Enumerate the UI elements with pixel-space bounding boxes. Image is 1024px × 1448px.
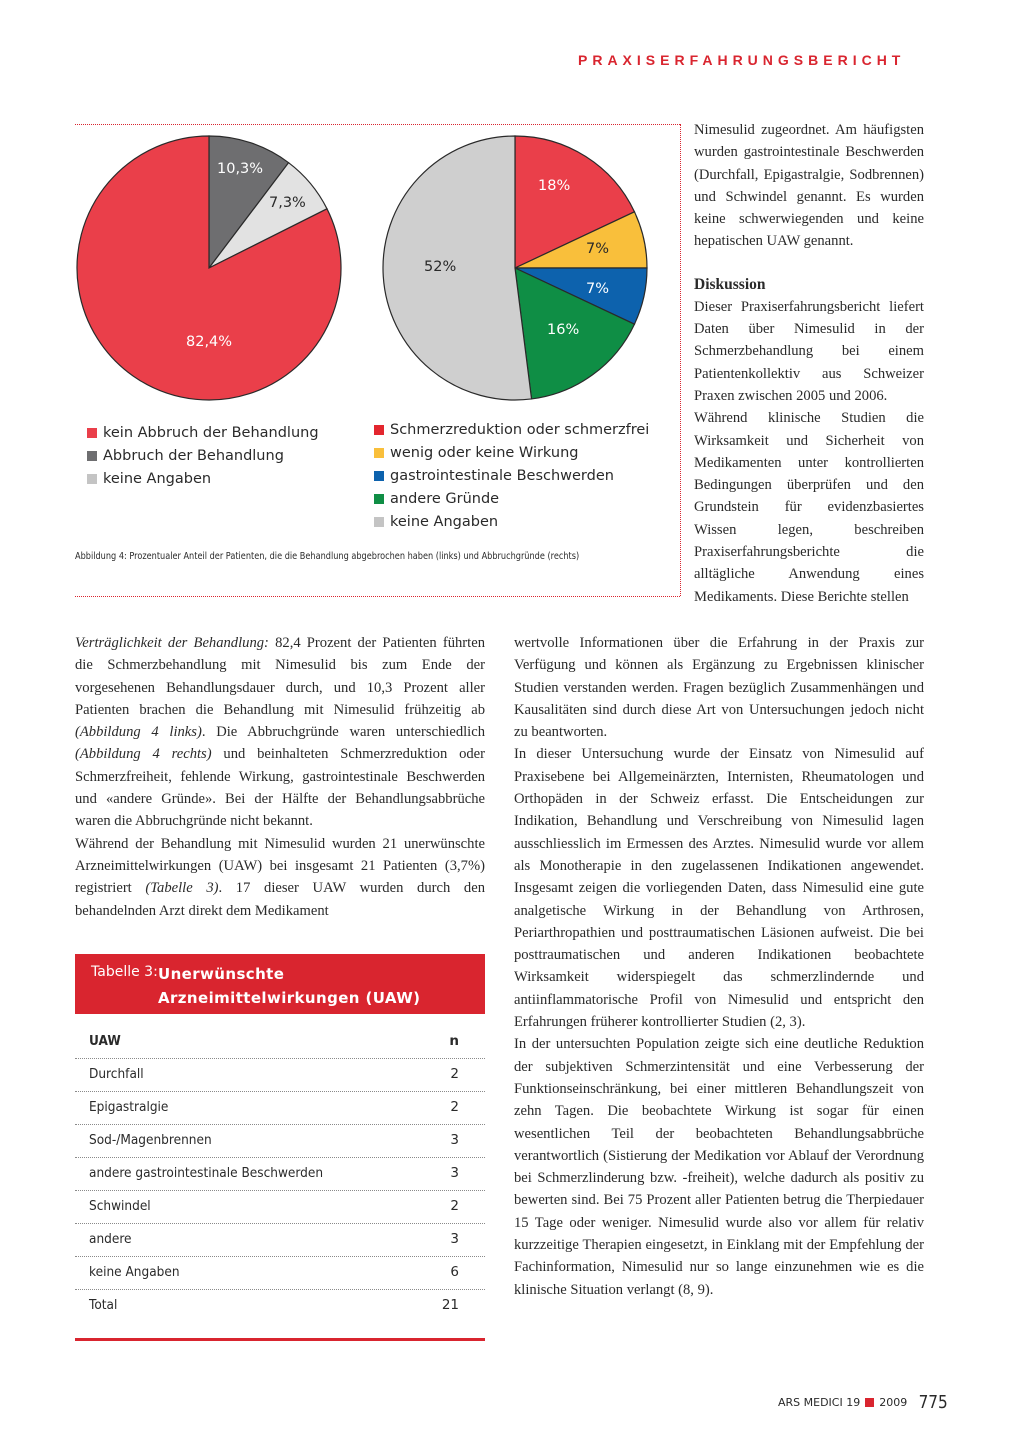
legend-label: Schmerzreduktion oder schmerzfrei	[390, 421, 650, 438]
paragraph	[75, 833, 485, 922]
paragraph: Dieser Praxiserfahrungsbericht liefert Daten über Nimesulid in der Schmerzbehandlung bei einem Patientenkollektiv aus Schweizer Praxen zwischen 2005 und 2006.	[694, 298, 924, 404]
legend-swatch	[374, 425, 384, 435]
journal-year: 2009	[879, 1396, 908, 1409]
figure-reference: (Abbildung 4 rechts)	[75, 746, 212, 763]
slice-label-kein-abbruch: 82,4%	[186, 334, 233, 350]
run-in-heading: Verträglichkeit der Behandlung:	[75, 635, 269, 651]
figure-caption: Abbildung 4: Prozentualer Anteil der Patienten, die die Behandlung abgebrochen haben (links) und Abbruchgründe (rechts)	[75, 551, 580, 562]
legend-item	[374, 464, 649, 487]
table-row	[75, 1092, 485, 1125]
table-cell: Sod-/Magenbrennen	[89, 1132, 212, 1148]
legend-item	[87, 444, 319, 467]
paragraph: Während klinische Studien die Wirksamkeit und Sicherheit von Medikamenten unter kontrollierten Bedingungen überprüfen und den Grundstein für evidenzbasiertes Wissen legen, beschreiben Praxiserfahrungsberichte die alltägliche Anwendung eines Medikaments. Diese Berichte stellen	[694, 410, 924, 605]
legend-item	[87, 467, 319, 490]
pie-chart-left	[70, 128, 350, 413]
table-label: Tabelle 3:	[91, 964, 158, 980]
slice-label-keine-angaben-left: 7,3%	[269, 195, 306, 211]
pie-chart-right	[376, 128, 656, 413]
legend-right	[374, 418, 649, 533]
legend-left	[87, 421, 319, 490]
slice-label-wenig-wirkung: 7%	[586, 241, 610, 257]
legend-label: keine Angaben	[103, 470, 212, 487]
table-cell: 6	[450, 1264, 459, 1280]
legend-swatch	[87, 474, 97, 484]
figure-bottom-border	[75, 596, 680, 597]
section-title: PRAXISERFAHRUNGSBERICHT	[578, 52, 906, 68]
table-cell: 2	[450, 1198, 459, 1214]
figure-reference: (Abbildung 4 links)	[75, 724, 202, 741]
table-reference: (Tabelle 3)	[145, 880, 219, 897]
table-uaw	[75, 1026, 485, 1322]
table-bottom-rule	[75, 1338, 485, 1341]
right-narrow-column	[694, 119, 924, 608]
paragraph	[75, 632, 485, 833]
table-title: Unerwünschte Arzneimittelwirkungen (UAW)	[158, 965, 421, 1007]
table-cell: Durchfall	[89, 1066, 144, 1082]
legend-item	[374, 510, 649, 533]
page-number: 775	[918, 1392, 949, 1413]
page-footer	[778, 1392, 951, 1413]
text-run: und beinhalteten Schmerzreduktion oder Schmerzfreiheit, fehlende Wirkung, gastrointestinale Beschwerden und «andere Gründe». Bei der Hälfte der Behandlungsabbrüche waren die Abbruchgründe nicht bekannt.	[75, 746, 485, 830]
legend-label: gastrointestinale Beschwerden	[390, 467, 614, 484]
legend-label: wenig oder keine Wirkung	[390, 444, 579, 461]
legend-label: Abbruch der Behandlung	[103, 447, 284, 464]
legend-swatch	[87, 451, 97, 461]
legend-label: kein Abbruch der Behandlung	[103, 424, 319, 441]
table-cell: Epigastralgie	[89, 1099, 169, 1115]
table-header-row	[75, 1026, 485, 1059]
section-heading-diskussion: Diskussion	[694, 275, 766, 293]
legend-swatch	[374, 471, 384, 481]
table-cell: 2	[450, 1066, 459, 1082]
slice-label-gastro: 7%	[586, 281, 610, 297]
legend-swatch	[87, 428, 97, 438]
slice-label-schmerzreduktion: 18%	[538, 178, 571, 194]
right-column	[514, 632, 924, 1301]
paragraph: In dieser Untersuchung wurde der Einsatz von Nimesulid auf Praxisebene bei Allgemeinärzten, Internisten, Rheumatologen und Orthopäden in der Schweiz erfasst. Die Entscheidungen zur Indikation, Behandlung und Verschreibung von Nimesulid lagen ausschliesslich im Ermessen des Arztes. Nimesulid wurde vor allem als Monotherapie in den zugelassenen Indikationen angewendet. Insgesamt zeigen die vorliegenden Daten, dass Nimesulid eine gute analgetische Wirkung in der Behandlung von Arthrosen, Periarthropathien und posttraumatischen Läsionen aufweist. Die bei posttraumatischen und anderen Indikationen beobachtete Wirksamkeit widerspiegelt das schmerzlindernde und antiinflammatorische Profil von Nimesulid und entspricht den Erfahrungen früherer kontrollierter Studien (2, 3).	[514, 746, 924, 1031]
legend-item	[374, 418, 649, 441]
paragraph: In der untersuchten Population zeigte sich eine deutliche Reduktion der subjektiven Schmerzintensität und eine Verbesserung der Funktionseinschränkung, bei einer mittleren Behandlungszeit von zehn Tagen. Die beobachtete Wirkung ist sogar für einen wesentlichen Teil der beobachteten Behandlungsabbrüche verantwortlich (Sistierung der Medikation vor Ablauf der Verordnung bei Schmerzlinderung bzw. -freiheit), welche dadurch als positiv zu bewerten sind. Bei 75 Prozent aller Patienten betrug die Therpiedauer 15 Tage oder weniger. Nimesulid wurde also vor allem für relativ kurzzeitige Therapien eingesetzt, in Einklang mit der Empfehlung der Fachinformation, Nimesulid nur so lange einzunehmen wie es die klinische Situation verlangt (8, 9).	[514, 1036, 924, 1298]
table-cell: 3	[450, 1231, 459, 1247]
table-cell: andere gastrointestinale Beschwerden	[89, 1165, 324, 1181]
text-run: . Die Abbruchgründe waren unterschiedlich	[201, 724, 485, 741]
table-cell: andere	[89, 1231, 132, 1247]
text-run: 82,4 Prozent der Patienten führten die Schmerzbehandlung mit Nimesulid bis zum Ende der vorgesehenen Behandlungsdauer durch, und 10,3 Prozent aller Patienten brachen die Behandlung mit Nimesulid frühzeitig ab	[75, 635, 485, 718]
slice-label-abbruch: 10,3%	[217, 161, 264, 177]
table-cell: keine Angaben	[89, 1264, 180, 1280]
table-row	[75, 1059, 485, 1092]
paragraph: Nimesulid zugeordnet. Am häufigsten wurden gastrointestinale Beschwerden (Durchfall, Epigastralgie, Sodbrennen) und Schwindel genannt. Es wurden keine schwerwiegenden und keine hepatischen UAW genannt.	[694, 122, 924, 250]
table-row	[75, 1125, 485, 1158]
table-row	[75, 1158, 485, 1191]
legend-label: andere Gründe	[390, 490, 500, 507]
figure-right-border	[680, 124, 681, 596]
pie-slice-keine-angaben	[383, 136, 532, 400]
table-row	[75, 1191, 485, 1224]
table-cell: Schwindel	[89, 1198, 151, 1214]
legend-item	[374, 487, 649, 510]
table-cell: 3	[450, 1132, 459, 1148]
paragraph: wertvolle Informationen über die Erfahrung in der Praxis zur Verfügung und können als Ergänzung zu Ergebnissen klinischer Studien verstanden werden. Fragen bezüglich Zusammenhängen und Kausalitäten sind durch diese Art von Untersuchungen jedoch nicht zu beantworten.	[514, 635, 924, 741]
legend-label: keine Angaben	[390, 513, 499, 530]
column-header-n: n	[449, 1033, 459, 1049]
left-column	[75, 632, 485, 922]
legend-swatch	[374, 448, 384, 458]
legend-swatch	[374, 517, 384, 527]
table-header-box	[75, 954, 485, 1014]
table-row	[75, 1224, 485, 1257]
figure-top-border	[75, 124, 680, 125]
table-cell: 3	[450, 1165, 459, 1181]
slice-label-andere: 16%	[547, 322, 580, 338]
table-cell: 21	[441, 1297, 459, 1313]
text-run: Während der Behandlung mit Nimesulid wurden 21 unerwünschte Arzneimittelwirkungen (UAW) bei insgesamt 21 Patienten (3,7%) registriert	[75, 835, 485, 897]
footer-square-icon	[865, 1398, 874, 1407]
slice-label-keine-angaben-right: 52%	[424, 259, 457, 275]
table-cell: 2	[450, 1099, 459, 1115]
column-header-uaw: UAW	[89, 1033, 121, 1049]
legend-item	[87, 421, 319, 444]
legend-item	[374, 441, 649, 464]
table-cell: Total	[89, 1297, 118, 1313]
table-row	[75, 1257, 485, 1290]
journal-name: ARS MEDICI 19	[778, 1396, 861, 1409]
table-row-total	[75, 1290, 485, 1322]
legend-swatch	[374, 494, 384, 504]
text-run: . 17 dieser UAW wurden durch den behandelnden Arzt direkt dem Medikament	[75, 880, 485, 919]
